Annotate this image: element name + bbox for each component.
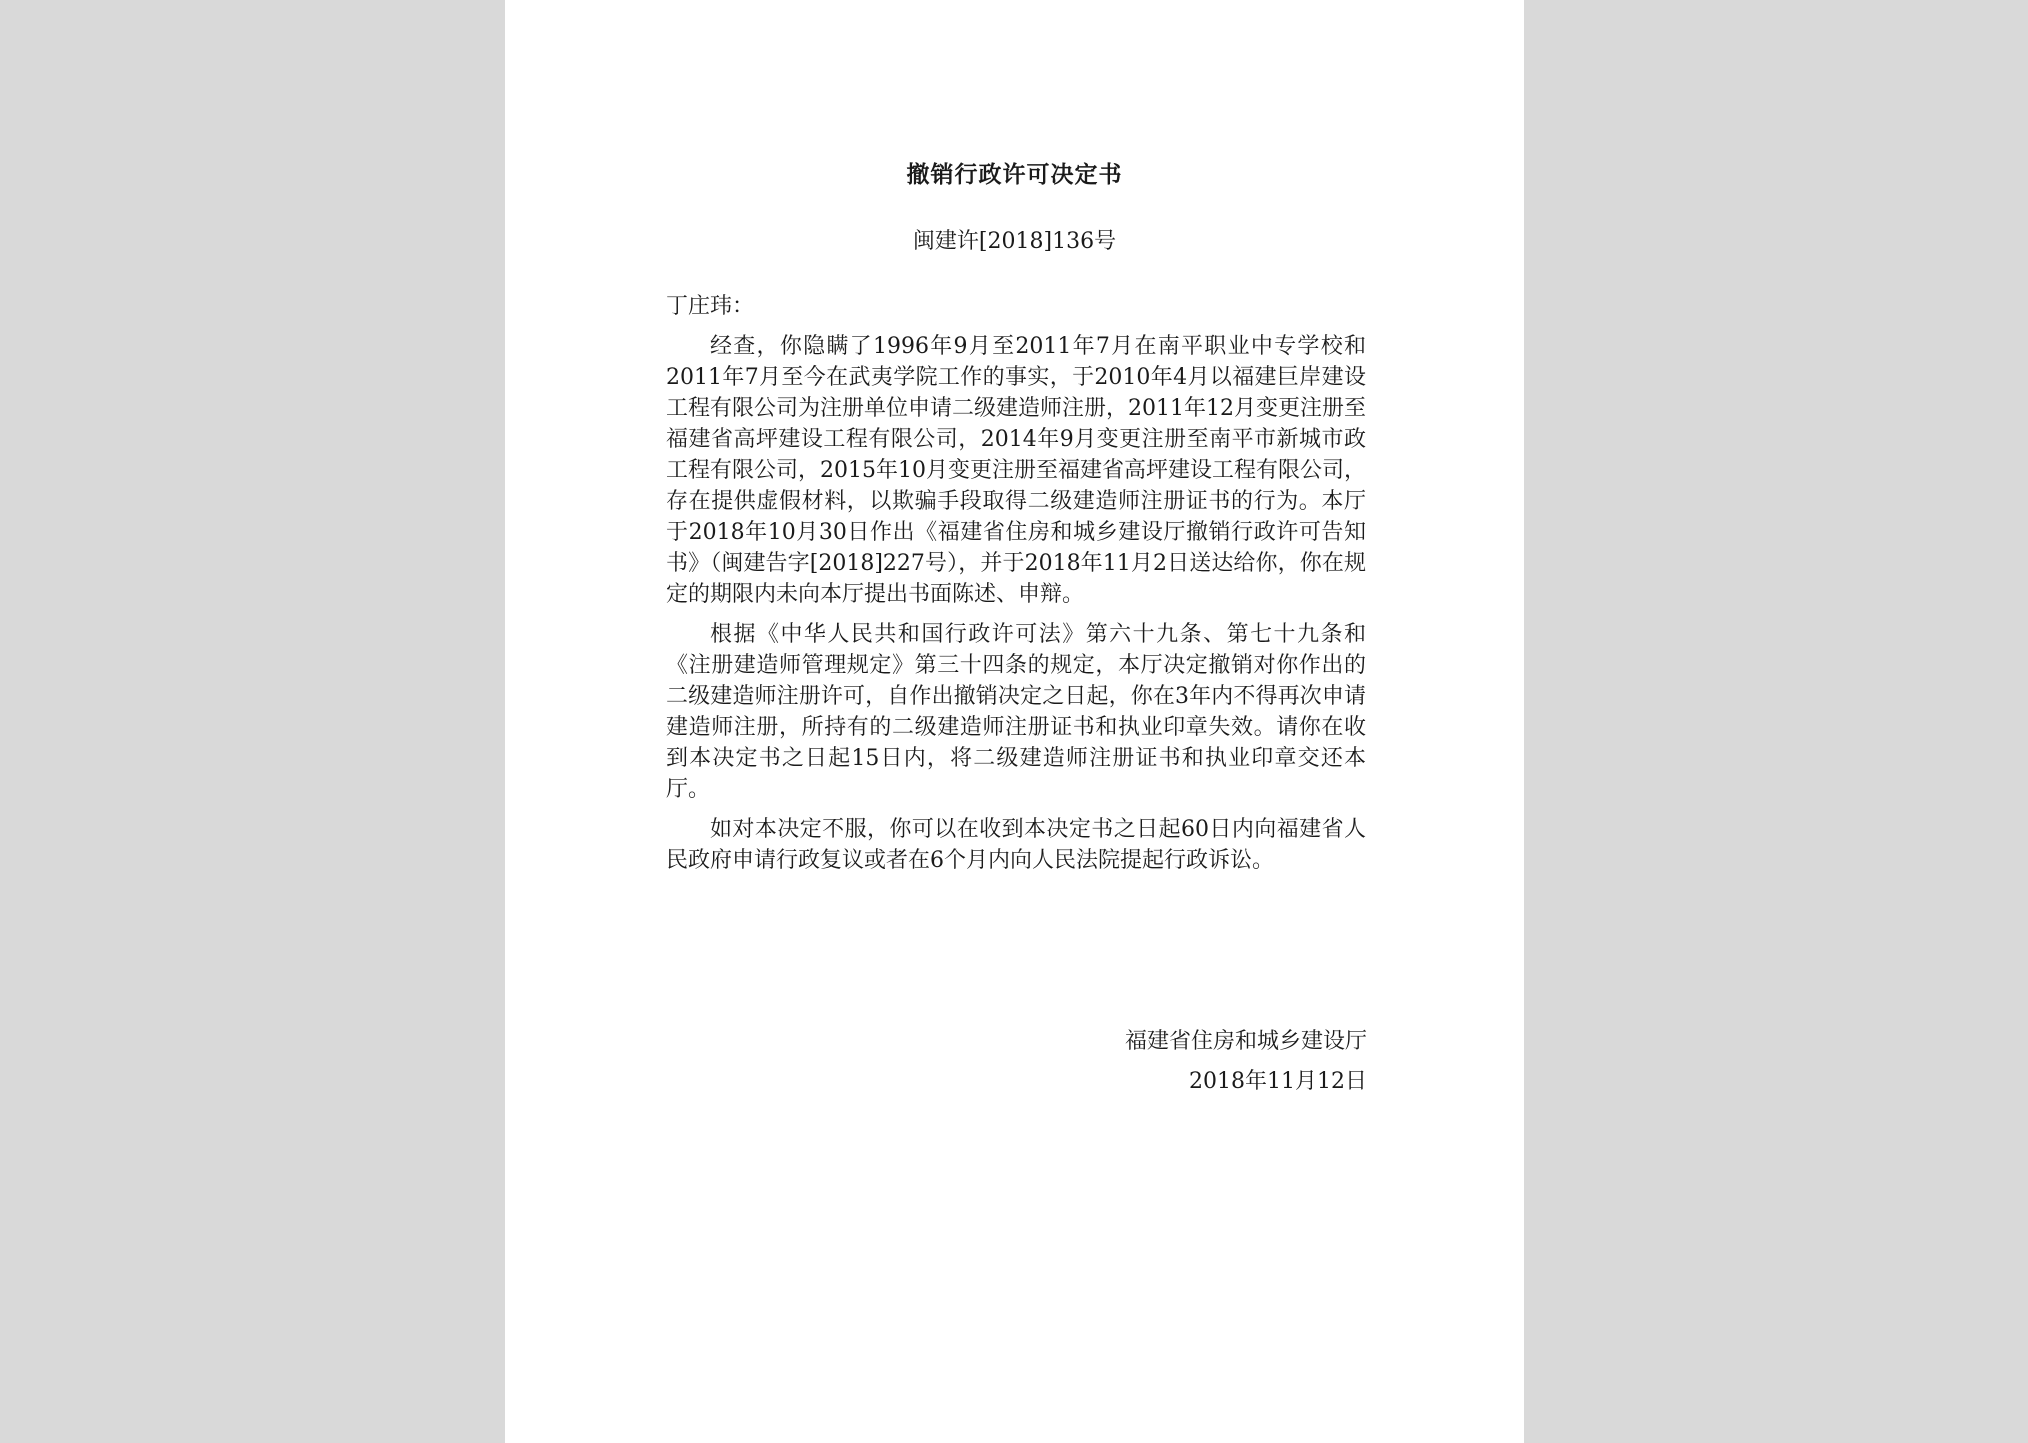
document-page [505, 0, 1524, 1443]
salutation: 丁庄玮： [666, 294, 755, 319]
document-title: 撤销行政许可决定书 [906, 161, 1123, 188]
issuer-name: 福建省住房和城乡建设厅 [1124, 1029, 1367, 1054]
document-number: 闽建许[2018]136号 [912, 229, 1117, 254]
paragraph-decision: 根据《中华人民共和国行政许可法》第六十九条、第七十九条和《注册建造师管理规定》第三十四条的规定，本厅决定撤销对你作出的二级建造师注册许可，自作出撤销决定之日起，你在3年内不得再次申请建造师注册，所持有的二级建造师注册证书和执业印章失效。请你在收到本决定书之日起15日内，将二级建造师注册证书和执业印章交还本厅。 [666, 622, 1366, 802]
paragraph-findings: 经查，你隐瞒了1996年9月至2011年7月在南平职业中专学校和2011年7月至今在武夷学院工作的事实，于2010年4月以福建巨岸建设工程有限公司为注册单位申请二级建造师注册，2011年12月变更注册至福建省高坪建设工程有限公司，2014年9月变更注册至南平市新城市政工程有限公司，2015年10月变更注册至福建省高坪建设工程有限公司，存在提供虚假材料，以欺骗手段取得二级建造师注册证书的行为。本厅于2018年10月30日作出《福建省住房和城乡建设厅撤销行政许可告知书》（闽建告字[2018]227号），并于2018年11月2日送达给你，你在规定的期限内未向本厅提出书面陈述、申辩。 [666, 334, 1366, 607]
signature-block [1125, 1022, 1367, 1102]
document-body [666, 291, 1366, 885]
issue-date: 2018年11月12日 [1189, 1069, 1367, 1094]
paragraph-appeal: 如对本决定不服，你可以在收到本决定书之日起60日内向福建省人民政府申请行政复议或者在6个月内向人民法院提起行政诉讼。 [666, 817, 1366, 873]
